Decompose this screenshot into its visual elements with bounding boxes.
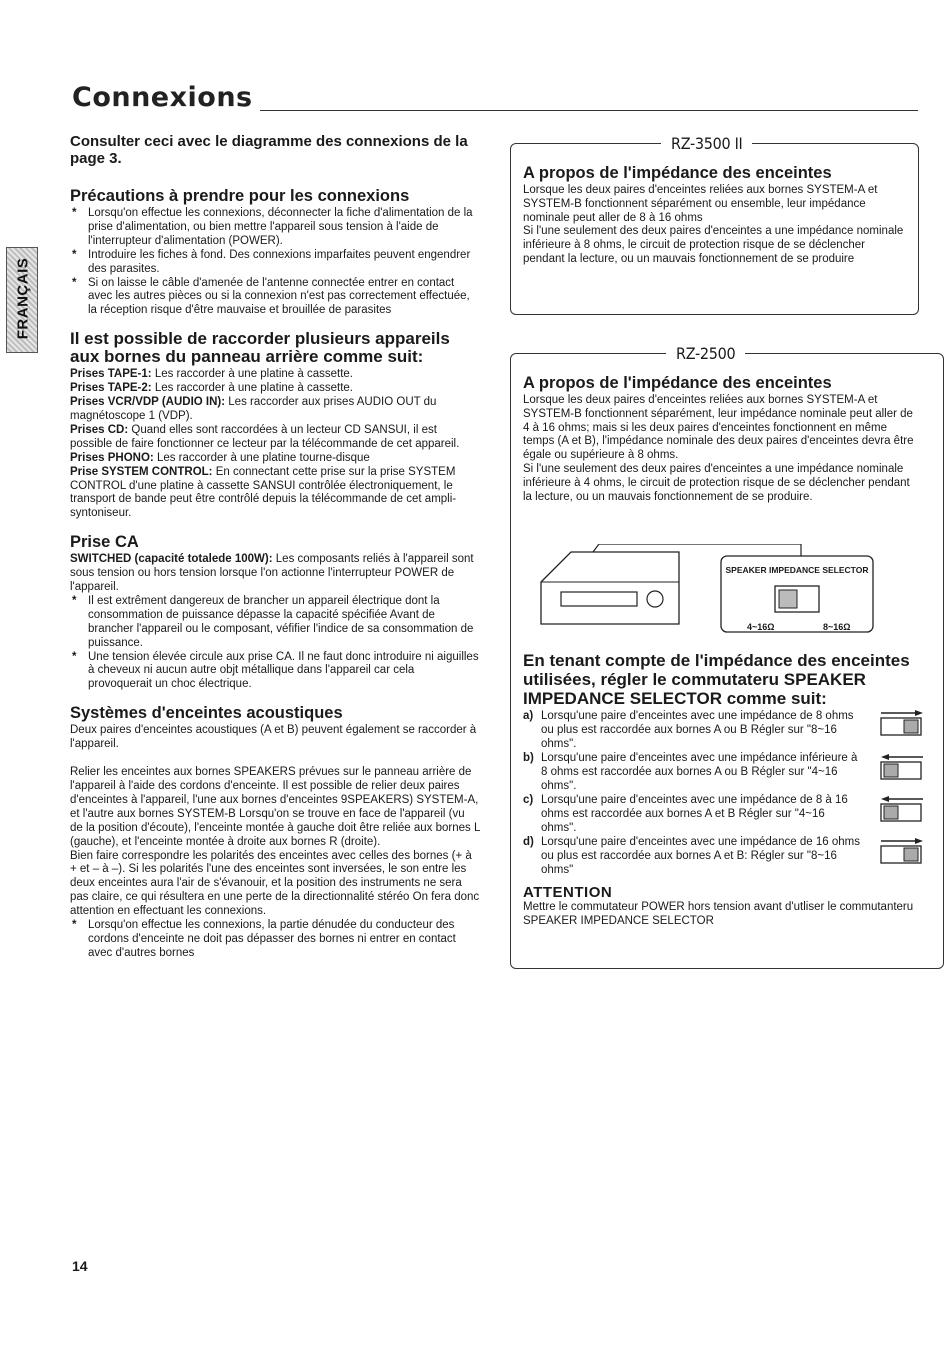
prise-text: Quand elles sont raccordées à un lecteur CD SANSUI, il est possible de faire fonctionner ce lecteur par la télécommande de cet appareil. <box>70 423 460 450</box>
prise-ca-heading: Prise CA <box>70 533 139 552</box>
prise-text: Les raccorder à une platine tourne-disque <box>156 451 370 464</box>
rz3500-box <box>510 134 919 315</box>
switched-paragraph <box>70 553 480 595</box>
systemes-p2: Relier les enceintes aux bornes SPEAKERS prévues sur le panneau arrière de l'appareil à l'aide des cordons d'enceinte. Il est possible de relier deux paires d'enceintes à l'appareil, l'une aux bornes d'enceintes 9SPEAKERS) SYSTEM-A, et l'autre aux bornes SYSTEM-B Lorsqu'on se trouve en face de l'appareil (vu de la position d'écoute), l'enceinte montée à gauche doit être reliée aux bornes L (gauche), et l'enceinte montée à droite aux bornes R (droite). <box>70 766 480 848</box>
list-item <box>523 710 933 752</box>
prise-row <box>70 368 480 382</box>
list-item: * Il est extrêment dangereux de brancher un appareil électrique dont la consommation de puissance dépasse la capacité spécifiée Avant de brancher l'appareil ou le composant, véfifier l'indice de sa consommation de puissance. <box>70 595 480 651</box>
systemes-heading: Systèmes d'enceintes acoustiques <box>70 704 343 723</box>
switch-right-icon <box>879 710 925 736</box>
prise-text: Les raccorder à une platine à cassette. <box>154 368 353 381</box>
prise-key: Prises CD: <box>70 423 129 436</box>
rz3500-heading: A propos de l'impédance des enceintes <box>523 164 832 182</box>
language-tab <box>6 247 38 353</box>
prise-row <box>70 424 480 452</box>
option-letter: d) <box>523 836 534 848</box>
list-item: * Lorsqu'on effectue les connexions, la partie dénudée du conducteur des cordons d'enceinte ne doit pas dépasser des bornes ni entrer en contact avec d'autres bornes <box>70 919 480 961</box>
prise-text: Les raccorder aux prises AUDIO OUT du magnétoscope 1 (VDP). <box>70 396 437 422</box>
list-item <box>523 836 933 878</box>
prise-row <box>70 382 480 396</box>
diagram-left-value: 4~16Ω <box>747 622 775 632</box>
left-column <box>70 133 480 973</box>
selector-options <box>523 710 933 878</box>
option-text: Lorsqu'une paire d'enceintes avec une impédance de 8 à 16 ohms est raccordée aux bornes A et B Régler sur "4~16 ohms". <box>541 794 848 834</box>
prise-key: Prises VCR/VDP (AUDIO IN): <box>70 396 226 409</box>
systemes-section <box>70 704 480 961</box>
rz2500-label: RZ-2500 <box>666 344 745 363</box>
prise-row <box>70 452 480 466</box>
language-tab-label: FRANÇAIS <box>14 257 32 340</box>
diagram-panel-title: SPEAKER IMPEDANCE SELECTOR <box>725 565 869 575</box>
prise-row <box>70 466 480 522</box>
switch-left-icon <box>879 796 925 822</box>
list-item: * Lorsqu'on effectue les connexions, déconnecter la fiche d'alimentation de la prise d'alimentation, ou bien mettre l'appareil sous tension à l'aide de l'interrupteur d'alimentation (POWER). <box>70 207 480 249</box>
systemes-list <box>70 919 480 961</box>
rz2500-box <box>510 344 944 969</box>
rz2500-heading: A propos de l'impédance des enceintes <box>523 374 832 392</box>
spacer <box>70 752 480 766</box>
raccorder-heading: Il est possible de raccorder plusieurs appareils aux bornes du panneau arrière comme suit: <box>70 329 450 367</box>
selector-heading: En tenant compte de l'impédance des enceintes utilisées, régler le commutateru SPEAKER IMPEDANCE SELECTOR comme suit: <box>523 651 910 708</box>
rz3500-p1: Lorsque les deux paires d'enceintes reliées aux bornes SYSTEM-A et SYSTEM-B fonctionnent séparément ou ensemble, leur impédance nominale peut aller de 8 à 16 ohms <box>523 184 878 224</box>
option-text: Lorsqu'une paire d'enceintes avec une impédance inférieure à 8 ohms est raccordée aux bornes A ou B Régler sur "4~16 ohms". <box>541 752 858 792</box>
page-title: Connexions <box>72 82 253 113</box>
option-letter: a) <box>523 710 534 722</box>
precautions-list <box>70 207 480 318</box>
diagram-right-value: 8~16Ω <box>823 622 851 632</box>
amplifier-knob <box>647 591 663 607</box>
selector-section <box>523 651 933 929</box>
systemes-p3: Bien faire correspondre les polarités des enceintes avec celles des bornes (+ à + et – à –). Si les polarités l'une des enceintes sont inversées, le son entre les deux enceintes aura l'air de s'évanouir, et la position des instruments ne sera pas claire, ce qui résultera en une perte de la directionnalité stéréo On fera donc attention en effectuant les connexions. <box>70 849 480 918</box>
prise-key: Prise SYSTEM CONTROL: <box>70 465 213 478</box>
option-text: Lorsqu'une paire d'enceintes avec une impédance de 16 ohms ou plus est raccordée aux bornes A et B: Régler sur "8~16 ohms" <box>541 836 860 876</box>
switched-label: SWITCHED (capacité totalede 100W): <box>70 553 273 566</box>
amplifier-outline <box>541 552 679 624</box>
attention-text: Mettre le commutateur POWER hors tension avant d'utliser le commutanteru SPEAKER IMPEDANCE SELECTOR <box>523 901 914 927</box>
option-text: Lorsqu'une paire d'enceintes avec une impédance de 8 ohms ou plus est raccordée aux bornes A ou B Régler sur "8~16 ohms". <box>541 710 854 750</box>
systemes-p1: Deux paires d'enceintes acoustiques (A et B) peuvent également se raccorder à l'appareil. <box>70 724 477 751</box>
prise-key: Prises TAPE-1: <box>70 368 152 381</box>
lead-text: Consulter ceci avec le diagramme des connexions de la page 3. <box>70 133 468 167</box>
option-letter: b) <box>523 752 534 764</box>
list-item: * Introduire les fiches à fond. Des connexions imparfaites peuvent engendrer des parasites. <box>70 249 480 277</box>
option-letter: c) <box>523 794 534 806</box>
list-item <box>523 794 933 836</box>
switched-text: Les composants reliés à l'appareil sont sous tension ou hors tension lorsque l'on actionne l'interrupteur POWER de l'appareil. <box>70 553 474 594</box>
prise-ca-section <box>70 533 480 692</box>
prise-key: Prises TAPE-2: <box>70 382 152 395</box>
prise-row <box>70 396 480 424</box>
rz2500-content <box>523 374 915 504</box>
switch-left-icon <box>879 754 925 780</box>
page-number: 14 <box>72 1258 88 1274</box>
list-item: * Une tension élevée circule aux prise CA. Il ne faut donc introduire ni aiguilles à cheveux ni aucun autre objt métallique dans l'appareil car cela provoquerait un choc électrique. <box>70 651 480 693</box>
raccorder-section <box>70 330 480 521</box>
precautions-heading: Précautions à prendre pour les connexions <box>70 187 410 205</box>
attention-heading: ATTENTION <box>523 884 613 901</box>
rz3500-label: RZ-3500 II <box>661 134 752 153</box>
rz2500-p2: Si l'une seulement des deux paires d'enceintes a une impédance nominale inférieure à 4 ohms, le circuit de protection risque de se déclencher pendant la lecture, ou un mauvais fonctionnement de se produire. <box>523 462 910 503</box>
prise-key: Prises PHONO: <box>70 451 154 464</box>
rz3500-content <box>523 164 908 267</box>
prise-ca-list <box>70 595 480 692</box>
list-item <box>523 752 933 794</box>
selector-switch-knob <box>779 590 797 608</box>
switch-right-icon <box>879 838 925 864</box>
list-item: * Si on laisse le câble d'amenée de l'antenne connectée entrer en contact avec les autres pièces ou si la connexion n'est pas correctement effectuée, la réception risque d'être mauvaise et brouillée de parasites <box>70 277 480 319</box>
rz2500-p1: Lorsque les deux paires d'enceintes reliées aux bornes SYSTEM-A et SYSTEM-B fonctionnent séparément, leur impédance nominale peut aller de 4 à 16 ohms; mais si les deux paires d'enceintes fonctionnent en même temps (A et B), l'impédance nominale des deux paires d'enceintes devra être égale ou supérieure à 8 ohms. <box>523 394 914 462</box>
amplifier-display <box>561 592 637 606</box>
rz3500-p2: Si l'une seulement des deux paires d'enceintes a une impédance nominale inférieure à 8 ohms, le circuit de protection risque de se déclencher pendant la lecture, ou un mauvais fonctionnement de se produire <box>523 225 904 265</box>
precautions-section <box>70 187 480 318</box>
prise-text: Les raccorder à une platine à cassette. <box>154 382 353 395</box>
prise-text: En connectant cette prise sur la prise SYSTEM CONTROL d'une platine à cassette SANSUI contrôlée électroniquement, le transport de bande peut être contrôlé depuis la télécommande de cet ampli-syntoniseur. <box>70 465 457 520</box>
title-rule <box>260 110 918 111</box>
